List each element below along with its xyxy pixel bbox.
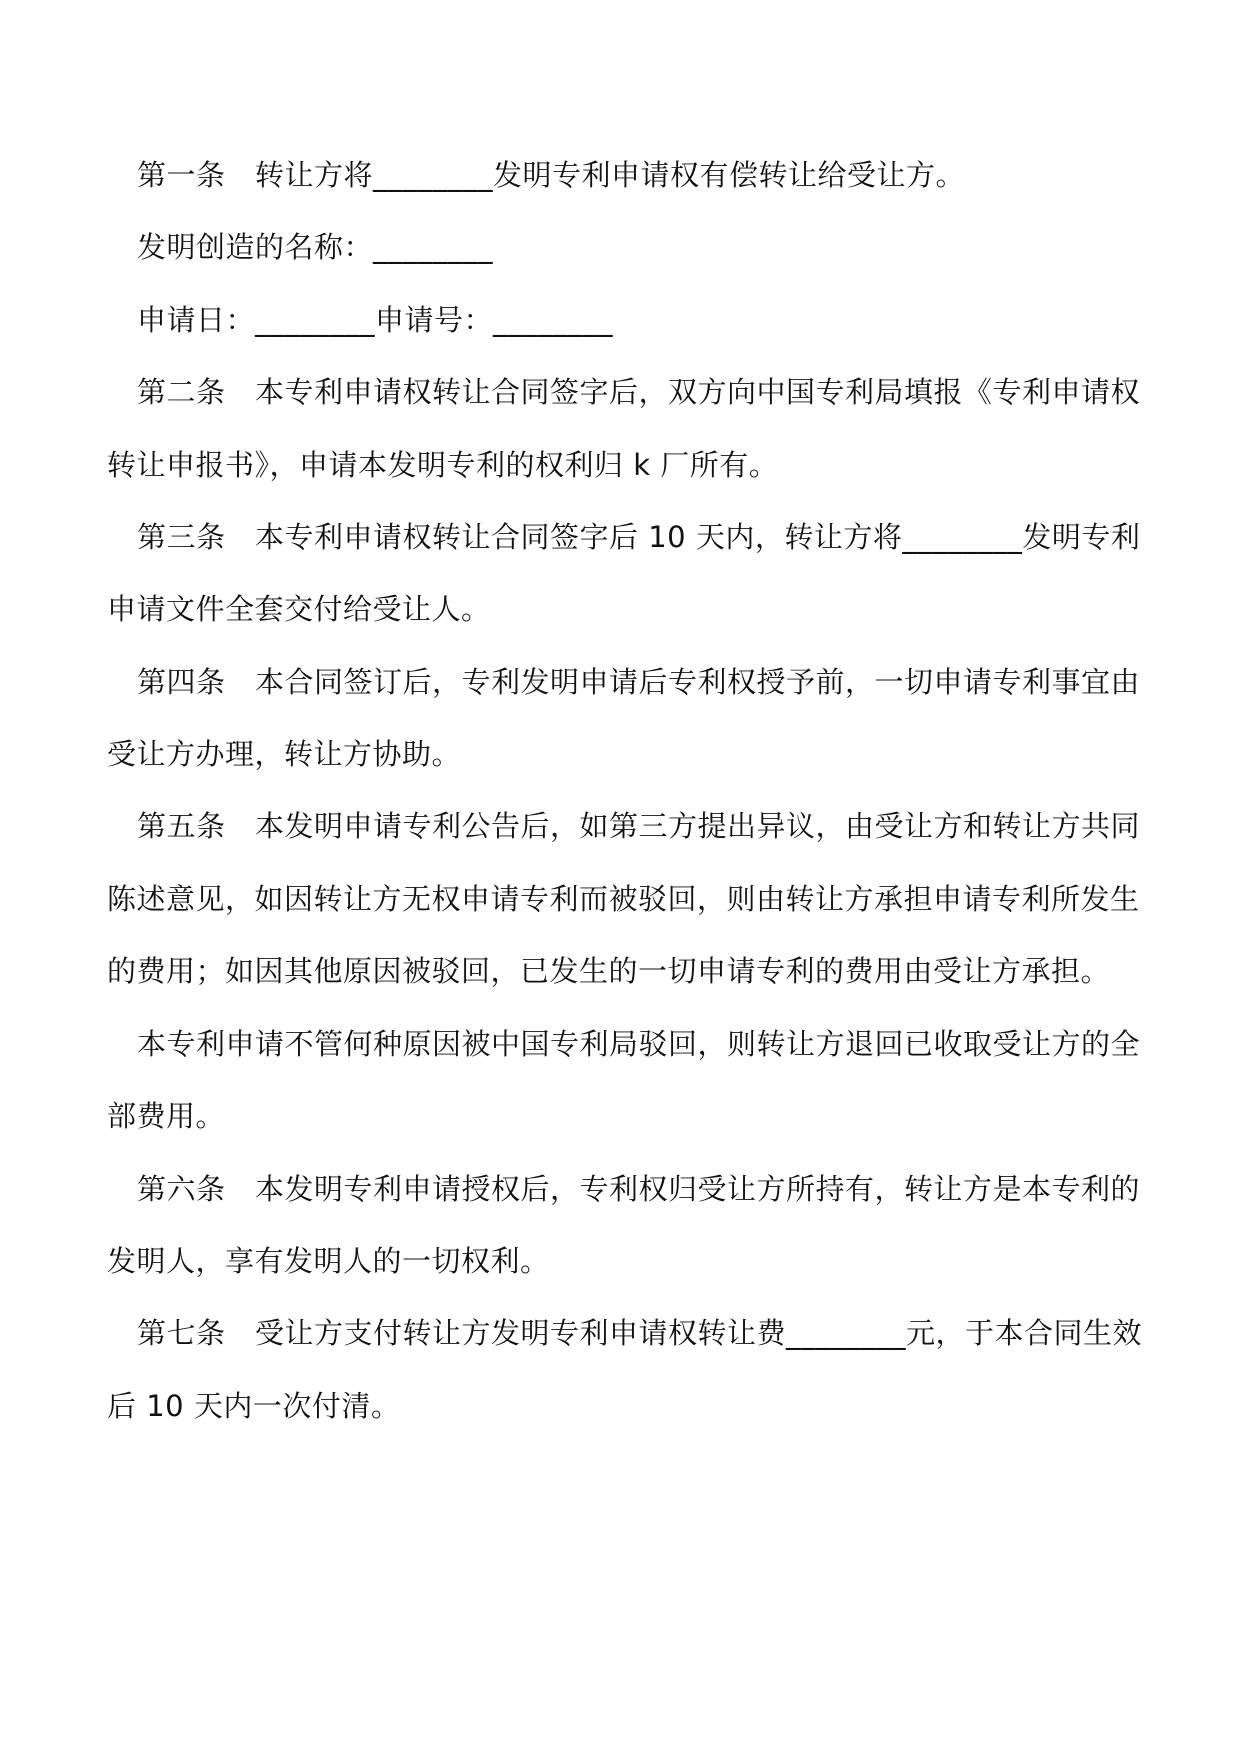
article-2-line-1: 第二条 本专利申请权转让合同签字后，双方向中国专利局填报《专利申请权 [137,375,1141,409]
article-6-line-2: 发明人，享有发明人的一切权利。 [107,1244,550,1278]
article-5-line-2: 陈述意见，如因转让方无权申请专利而被驳回，则由转让方承担申请专利所发生 [107,882,1140,916]
application-date-number-line: 申请日：________申请号：________ [137,303,614,337]
rejection-clause-line-1: 本专利申请不管何种原因被中国专利局驳回，则转让方退回已收取受让方的全 [137,1027,1141,1061]
article-7-line-1: 第七条 受让方支付转让方发明专利申请权转让费________元，于本合同生效 [137,1316,1143,1350]
article-6-line-1: 第六条 本发明专利申请授权后，专利权归受让方所持有，转让方是本专利的 [137,1172,1141,1206]
invention-name-line: 发明创造的名称：________ [137,230,494,264]
article-4-line-2: 受让方办理，转让方协助。 [107,737,462,771]
article-5-line-1: 第五条 本发明申请专利公告后，如第三方提出异议，由受让方和转让方共同 [137,809,1141,843]
article-1-line: 第一条 转让方将________发明专利申请权有偿转让给受让方。 [137,158,966,192]
article-7-line-2: 后 10 天内一次付清。 [107,1389,401,1423]
article-5-line-3: 的费用；如因其他原因被驳回，已发生的一切申请专利的费用由受让方承担。 [107,954,1111,988]
article-3-line-2: 申请文件全套交付给受让人。 [107,592,491,626]
article-2-line-2: 转让申报书》，申请本发明专利的权利归 k 厂所有。 [107,448,779,482]
article-3-line-1: 第三条 本专利申请权转让合同签字后 10 天内，转让方将________发明专利 [137,520,1141,554]
article-4-line-1: 第四条 本合同签订后，专利发明申请后专利权授予前，一切申请专利事宜由 [137,665,1141,699]
rejection-clause-line-2: 部费用。 [107,1099,226,1133]
